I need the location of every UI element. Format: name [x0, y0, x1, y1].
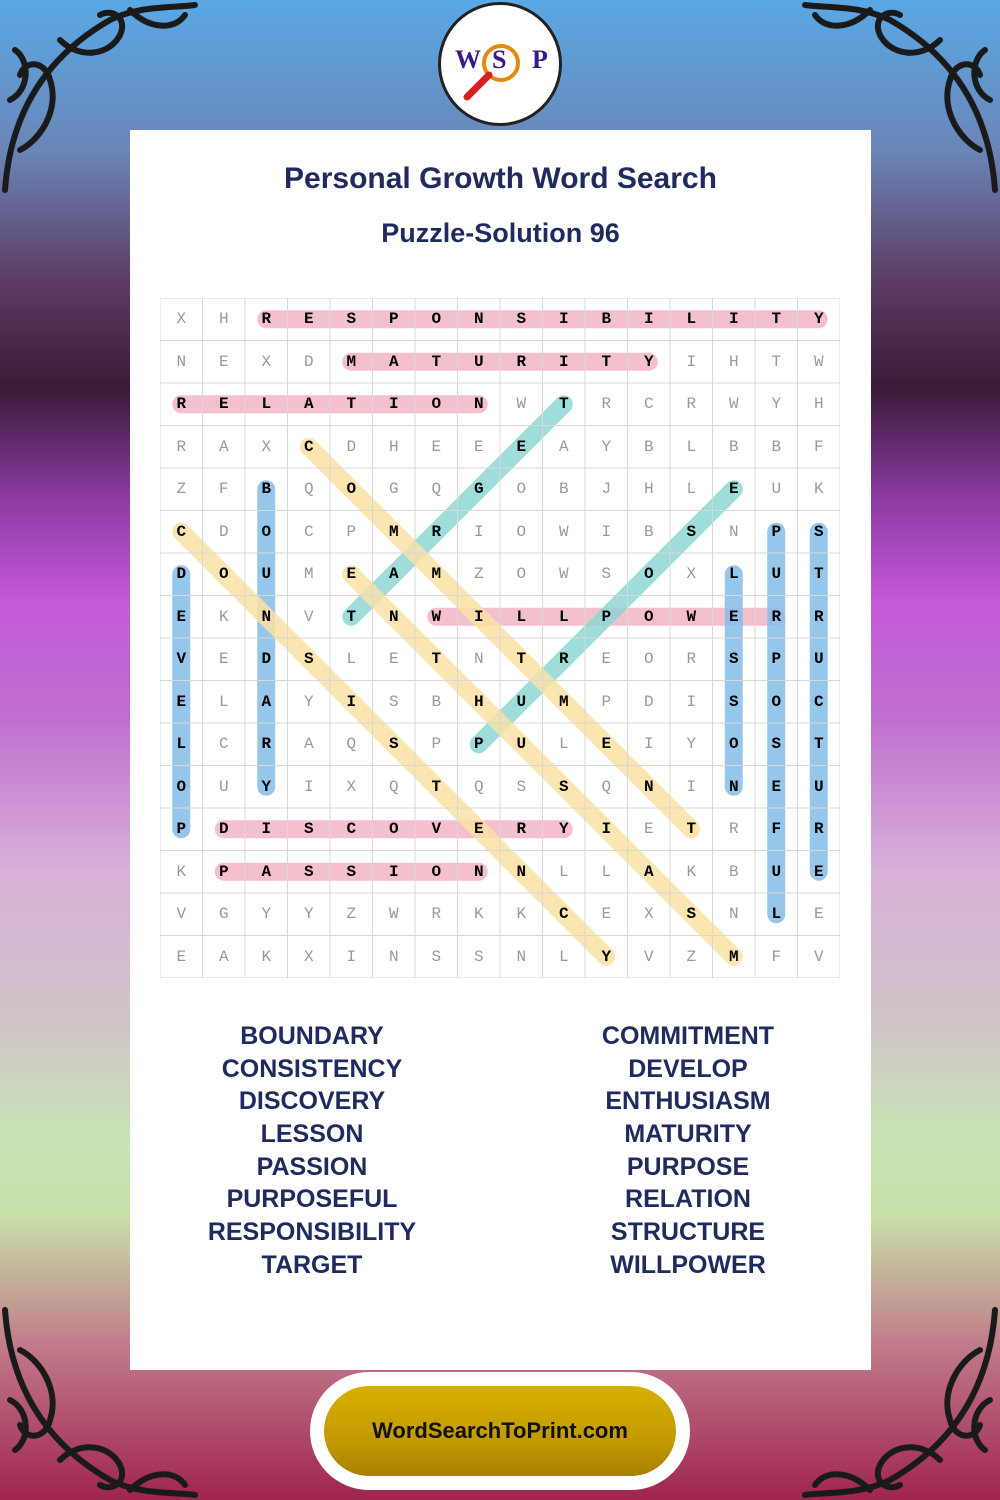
grid-cell[interactable]: C — [643, 395, 654, 414]
grid-cell[interactable]: R — [261, 735, 272, 754]
grid-cell[interactable]: R — [558, 650, 569, 669]
grid-cell[interactable]: S — [558, 777, 569, 796]
grid-cell[interactable]: A — [218, 947, 229, 966]
grid-cell[interactable]: I — [388, 862, 399, 881]
grid-cell[interactable]: E — [388, 650, 399, 669]
letter-grid — [160, 298, 840, 978]
grid-cell[interactable]: Q — [601, 777, 612, 796]
grid-cell[interactable]: K — [261, 947, 272, 966]
grid-cell[interactable]: L — [686, 480, 697, 499]
grid-cell[interactable]: W — [558, 565, 569, 584]
grid-cell[interactable]: P — [431, 735, 442, 754]
grid-cell[interactable]: K — [686, 862, 697, 881]
grid-cell[interactable]: S — [431, 947, 442, 966]
grid-cell[interactable]: Y — [601, 947, 612, 966]
puzzle-panel — [130, 130, 871, 1370]
grid-cell[interactable]: Y — [303, 905, 314, 924]
grid-cell[interactable]: P — [601, 692, 612, 711]
grid-cell[interactable]: Z — [176, 480, 187, 499]
grid-cell[interactable]: R — [261, 310, 272, 329]
grid-cell[interactable]: A — [388, 565, 399, 584]
grid-cell[interactable]: S — [601, 565, 612, 584]
page-subtitle: Puzzle-Solution 96 — [381, 218, 620, 248]
grid-cell[interactable]: R — [728, 820, 739, 839]
logo-letter-p: P — [532, 45, 548, 74]
grid-cell[interactable]: N — [728, 522, 739, 541]
grid-cell[interactable]: L — [601, 862, 612, 881]
grid-cell[interactable]: W — [516, 395, 527, 414]
grid-cell[interactable]: Y — [303, 692, 314, 711]
grid-cell[interactable]: O — [771, 692, 782, 711]
grid-cell[interactable]: L — [558, 947, 569, 966]
grid-cell[interactable]: L — [771, 905, 782, 924]
grid-cell[interactable]: S — [388, 735, 399, 754]
word-list-item: LESSON — [260, 1120, 364, 1149]
grid-cell[interactable]: X — [303, 947, 314, 966]
grid-cell[interactable]: W — [431, 607, 442, 626]
grid-cell[interactable]: O — [643, 565, 654, 584]
grid-cell[interactable]: P — [176, 820, 187, 839]
grid-cell[interactable]: U — [771, 480, 782, 499]
grid-cell[interactable]: D — [218, 522, 229, 541]
grid-cell[interactable]: E — [218, 650, 229, 669]
word-list-right — [538, 1020, 838, 1282]
word-list-item: DISCOVERY — [238, 1087, 386, 1116]
grid-cell[interactable]: Q — [388, 777, 399, 796]
grid-cell[interactable]: D — [176, 565, 187, 584]
grid-cell[interactable]: Y — [686, 735, 697, 754]
grid-cell[interactable]: L — [558, 607, 569, 626]
grid-cell[interactable]: C — [303, 522, 314, 541]
grid-cell[interactable]: G — [388, 480, 399, 499]
grid-cell[interactable]: U — [771, 862, 782, 881]
grid-cell[interactable]: E — [218, 352, 229, 371]
grid-cell[interactable]: Y — [643, 352, 654, 371]
grid-cell[interactable]: T — [686, 820, 697, 839]
grid-cell[interactable]: N — [473, 310, 484, 329]
word-list-item: PURPOSE — [626, 1152, 750, 1181]
grid-cell[interactable]: I — [473, 607, 484, 626]
grid-cell[interactable]: N — [176, 352, 187, 371]
grid-cell[interactable]: W — [388, 905, 399, 924]
grid-cell[interactable]: O — [261, 522, 272, 541]
grid-cell[interactable]: A — [261, 692, 272, 711]
grid-cell[interactable]: B — [643, 437, 654, 456]
grid-cell[interactable]: E — [813, 862, 824, 881]
grid-cell[interactable]: D — [261, 650, 272, 669]
grid-cell[interactable]: J — [601, 480, 612, 499]
grid-cell[interactable]: N — [643, 777, 654, 796]
grid-cell[interactable]: D — [346, 437, 357, 456]
grid-cell[interactable]: W — [813, 352, 824, 371]
grid-cell[interactable]: A — [303, 395, 314, 414]
grid-cell[interactable]: V — [643, 947, 654, 966]
grid-cell[interactable]: U — [473, 352, 484, 371]
grid-cell[interactable]: Y — [261, 905, 272, 924]
grid-cell[interactable]: U — [771, 565, 782, 584]
grid-cell[interactable]: A — [643, 862, 654, 881]
grid-cell[interactable]: R — [813, 607, 824, 626]
grid-cell[interactable]: K — [218, 607, 229, 626]
grid-cell[interactable]: M — [303, 565, 314, 584]
grid-cell[interactable]: S — [473, 947, 484, 966]
grid-cell[interactable]: O — [643, 607, 654, 626]
grid-cell[interactable]: R — [516, 820, 527, 839]
grid-cell[interactable]: E — [473, 820, 484, 839]
grid-cell[interactable]: N — [473, 650, 484, 669]
grid-cell[interactable]: I — [346, 692, 357, 711]
grid-cell[interactable]: E — [176, 947, 187, 966]
grid-cell[interactable]: I — [643, 735, 654, 754]
grid-cell[interactable]: B — [728, 862, 739, 881]
word-list-item: STRUCTURE — [610, 1218, 766, 1247]
grid-cell[interactable]: N — [261, 607, 272, 626]
grid-cell[interactable]: R — [771, 607, 782, 626]
grid-cell[interactable]: T — [516, 650, 527, 669]
grid-cell[interactable]: Z — [346, 905, 357, 924]
grid-cell[interactable]: H — [473, 692, 484, 711]
page-title: Personal Growth Word Search — [284, 162, 717, 195]
grid-cell[interactable]: Y — [558, 820, 569, 839]
grid-cell[interactable]: N — [728, 777, 739, 796]
grid-cell[interactable]: R — [176, 437, 187, 456]
grid-cell[interactable]: P — [771, 650, 782, 669]
grid-cell[interactable]: E — [346, 565, 357, 584]
grid-cell[interactable]: O — [728, 735, 739, 754]
grid-cell[interactable]: U — [516, 735, 527, 754]
grid-cell[interactable]: X — [261, 352, 272, 371]
grid-cell[interactable]: X — [346, 777, 357, 796]
grid-cell[interactable]: I — [388, 395, 399, 414]
grid-cell[interactable]: I — [558, 310, 569, 329]
grid-cell[interactable]: L — [218, 692, 229, 711]
grid-cell[interactable]: K — [516, 905, 527, 924]
grid-cell[interactable]: Q — [303, 480, 314, 499]
grid-cell[interactable]: P — [218, 862, 229, 881]
grid-cell[interactable]: L — [686, 437, 697, 456]
grid-cell[interactable]: O — [516, 480, 527, 499]
word-list-item: WILLPOWER — [610, 1250, 766, 1279]
grid-cell[interactable]: I — [686, 777, 697, 796]
grid-cell[interactable]: L — [686, 310, 697, 329]
grid-cell[interactable]: I — [558, 352, 569, 371]
grid-cell[interactable]: I — [728, 310, 739, 329]
grid-cell[interactable]: P — [346, 522, 357, 541]
grid-cell[interactable]: W — [558, 522, 569, 541]
grid-cell[interactable]: S — [771, 735, 782, 754]
grid-cell[interactable]: K — [176, 862, 187, 881]
word-list-item: BOUNDARY — [240, 1022, 384, 1050]
grid-cell[interactable]: I — [686, 692, 697, 711]
site-link[interactable]: WordSearchToPrint.com — [324, 1386, 676, 1476]
grid-cell[interactable]: K — [473, 905, 484, 924]
grid-cell[interactable]: A — [388, 352, 399, 371]
grid-cell[interactable]: H — [643, 480, 654, 499]
grid-cell[interactable]: G — [218, 905, 229, 924]
grid-cell[interactable]: V — [176, 650, 187, 669]
grid-cell[interactable]: L — [558, 735, 569, 754]
grid-cell[interactable]: T — [431, 777, 442, 796]
grid-cell[interactable]: X — [686, 565, 697, 584]
grid-cell[interactable]: B — [728, 437, 739, 456]
grid-cell[interactable]: I — [346, 947, 357, 966]
grid-cell[interactable]: P — [388, 310, 399, 329]
grid-cell[interactable]: S — [728, 692, 739, 711]
grid-cell[interactable]: Z — [686, 947, 697, 966]
grid-cell[interactable]: C — [346, 820, 357, 839]
grid-cell[interactable]: B — [643, 522, 654, 541]
grid-cell[interactable]: S — [303, 650, 314, 669]
grid-cell[interactable]: F — [813, 437, 824, 456]
word-list-left — [162, 1020, 462, 1282]
grid-cell[interactable]: E — [601, 905, 612, 924]
word-search-grid — [160, 298, 840, 978]
grid-cell[interactable]: A — [303, 735, 314, 754]
grid-cell[interactable]: E — [473, 437, 484, 456]
grid-cell[interactable]: L — [558, 862, 569, 881]
grid-cell[interactable]: T — [346, 607, 357, 626]
grid-cell[interactable]: S — [728, 650, 739, 669]
grid-cell[interactable]: C — [218, 735, 229, 754]
grid-cell[interactable]: X — [176, 310, 187, 329]
grid-cell[interactable]: E — [728, 607, 739, 626]
grid-cell[interactable]: G — [473, 480, 484, 499]
grid-cell[interactable]: T — [601, 352, 612, 371]
logo-letter-s: S — [492, 45, 507, 74]
grid-cell[interactable]: Y — [601, 437, 612, 456]
grid-cell[interactable]: F — [771, 947, 782, 966]
grid-cell[interactable]: W — [728, 395, 739, 414]
site-logo[interactable] — [438, 2, 562, 126]
grid-cell[interactable]: U — [813, 650, 824, 669]
grid-cell[interactable]: E — [601, 735, 612, 754]
word-list-item: PASSION — [256, 1152, 368, 1181]
grid-cell[interactable]: Y — [813, 310, 824, 329]
word-list-item: MATURITY — [624, 1120, 752, 1149]
grid-cell[interactable]: C — [176, 522, 187, 541]
grid-cell[interactable]: R — [686, 395, 697, 414]
grid-cell[interactable]: V — [176, 905, 187, 924]
grid-cell[interactable]: S — [813, 522, 824, 541]
logo-letter-w: W — [455, 45, 481, 74]
grid-cell[interactable]: I — [686, 352, 697, 371]
grid-cell[interactable]: L — [346, 650, 357, 669]
grid-cell[interactable]: T — [771, 352, 782, 371]
grid-cell[interactable]: M — [728, 947, 739, 966]
grid-cell[interactable]: L — [176, 735, 187, 754]
grid-cell[interactable]: S — [686, 522, 697, 541]
grid-cell[interactable]: C — [813, 692, 824, 711]
grid-cell[interactable]: R — [686, 650, 697, 669]
word-list-item: PURPOSEFUL — [226, 1185, 398, 1214]
grid-cell[interactable]: X — [643, 905, 654, 924]
grid-cell[interactable]: B — [601, 310, 612, 329]
grid-cell[interactable]: K — [813, 480, 824, 499]
site-link-pill[interactable] — [310, 1372, 690, 1490]
grid-cell[interactable]: E — [813, 905, 824, 924]
grid-cell[interactable]: M — [558, 692, 569, 711]
grid-cell[interactable]: N — [388, 607, 399, 626]
grid-cell[interactable]: Q — [346, 735, 357, 754]
grid-cell[interactable]: O — [218, 565, 229, 584]
grid-cell[interactable]: U — [261, 565, 272, 584]
grid-cell[interactable]: O — [346, 480, 357, 499]
grid-cell[interactable]: U — [516, 692, 527, 711]
grid-cell[interactable]: I — [643, 310, 654, 329]
grid-cell[interactable]: O — [516, 522, 527, 541]
grid-cell[interactable]: S — [303, 820, 314, 839]
grid-cell[interactable]: E — [771, 777, 782, 796]
grid-cell[interactable]: N — [388, 947, 399, 966]
grid-cell[interactable]: E — [601, 650, 612, 669]
grid-cell[interactable]: F — [218, 480, 229, 499]
grid-cell[interactable]: H — [218, 310, 229, 329]
grid-cell[interactable]: I — [303, 777, 314, 796]
grid-cell[interactable]: L — [261, 395, 272, 414]
grid-cell[interactable]: T — [771, 310, 782, 329]
grid-cell[interactable]: B — [261, 480, 272, 499]
grid-cell[interactable]: B — [771, 437, 782, 456]
grid-cell[interactable]: S — [516, 777, 527, 796]
grid-cell[interactable]: E — [643, 820, 654, 839]
grid-cell[interactable]: V — [431, 820, 442, 839]
grid-cell[interactable]: T — [431, 650, 442, 669]
grid-cell[interactable]: E — [176, 692, 187, 711]
grid-cell[interactable]: R — [601, 395, 612, 414]
grid-cell[interactable]: A — [558, 437, 569, 456]
grid-cell[interactable]: P — [473, 735, 484, 754]
grid-cell[interactable]: E — [516, 437, 527, 456]
grid-cell[interactable]: R — [176, 395, 187, 414]
grid-cell[interactable]: N — [473, 862, 484, 881]
grid-cell[interactable]: U — [218, 777, 229, 796]
grid-cell[interactable]: H — [388, 437, 399, 456]
grid-cell[interactable]: T — [558, 395, 569, 414]
grid-cell[interactable]: A — [261, 862, 272, 881]
grid-cell[interactable]: P — [771, 522, 782, 541]
grid-cell[interactable]: R — [431, 905, 442, 924]
word-list-item: COMMITMENT — [601, 1022, 775, 1050]
word-list-item: RELATION — [625, 1185, 751, 1214]
grid-cell[interactable]: W — [686, 607, 697, 626]
grid-cell[interactable]: O — [431, 310, 442, 329]
grid-cell[interactable]: T — [813, 565, 824, 584]
grid-cell[interactable]: Y — [771, 395, 782, 414]
grid-cell[interactable]: D — [303, 352, 314, 371]
grid-cell[interactable]: S — [388, 692, 399, 711]
grid-cell[interactable]: R — [516, 352, 527, 371]
grid-cell[interactable]: E — [176, 607, 187, 626]
grid-cell[interactable]: Y — [261, 777, 272, 796]
grid-cell[interactable]: O — [516, 565, 527, 584]
grid-cell[interactable]: O — [643, 650, 654, 669]
grid-cell[interactable]: O — [176, 777, 187, 796]
grid-cell[interactable]: Z — [473, 565, 484, 584]
word-list-item: DEVELOP — [628, 1054, 748, 1083]
grid-cell[interactable]: N — [728, 905, 739, 924]
grid-cell[interactable]: Q — [473, 777, 484, 796]
grid-cell[interactable]: B — [558, 480, 569, 499]
grid-cell[interactable]: I — [601, 522, 612, 541]
grid-cell[interactable]: N — [516, 947, 527, 966]
grid-cell[interactable]: L — [516, 607, 527, 626]
grid-cell[interactable]: B — [431, 692, 442, 711]
grid-cell[interactable]: C — [303, 437, 314, 456]
grid-cell[interactable]: E — [431, 437, 442, 456]
grid-cell[interactable]: Q — [431, 480, 442, 499]
grid-cell[interactable]: A — [218, 437, 229, 456]
grid-cell[interactable]: V — [303, 607, 314, 626]
grid-cell[interactable]: V — [813, 947, 824, 966]
grid-cell[interactable]: I — [473, 522, 484, 541]
grid-cell[interactable]: E — [728, 480, 739, 499]
grid-cell[interactable]: D — [643, 692, 654, 711]
grid-cell[interactable]: N — [516, 862, 527, 881]
grid-cell[interactable]: T — [813, 735, 824, 754]
grid-cell[interactable]: N — [473, 395, 484, 414]
grid-cell[interactable]: H — [813, 395, 824, 414]
grid-cell[interactable]: S — [686, 905, 697, 924]
grid-cell[interactable]: S — [346, 310, 357, 329]
grid-cell[interactable]: E — [218, 395, 229, 414]
grid-cell[interactable]: L — [728, 565, 739, 584]
grid-cell[interactable]: M — [346, 352, 357, 371]
grid-cell[interactable]: F — [771, 820, 782, 839]
grid-cell[interactable]: M — [388, 522, 399, 541]
grid-cell[interactable]: T — [431, 352, 442, 371]
grid-cell[interactable]: O — [388, 820, 399, 839]
grid-cell[interactable]: R — [431, 522, 442, 541]
grid-cell[interactable]: P — [601, 607, 612, 626]
grid-cell[interactable]: U — [813, 777, 824, 796]
grid-cell[interactable]: T — [346, 395, 357, 414]
grid-cell[interactable]: H — [728, 352, 739, 371]
word-list-item: RESPONSIBILITY — [207, 1218, 417, 1247]
grid-cell[interactable]: S — [346, 862, 357, 881]
grid-cell[interactable]: C — [558, 905, 569, 924]
word-list-item: TARGET — [261, 1250, 363, 1279]
word-list-item: ENTHUSIASM — [605, 1087, 771, 1116]
grid-cell[interactable]: I — [261, 820, 272, 839]
grid-cell[interactable]: S — [303, 862, 314, 881]
grid-cell[interactable]: E — [303, 310, 314, 329]
grid-cell[interactable]: M — [431, 565, 442, 584]
grid-cell[interactable]: S — [516, 310, 527, 329]
grid-cell[interactable]: O — [431, 395, 442, 414]
grid-cell[interactable]: R — [813, 820, 824, 839]
grid-cell[interactable]: X — [261, 437, 272, 456]
word-list-item: CONSISTENCY — [221, 1054, 403, 1083]
grid-cell[interactable]: I — [601, 820, 612, 839]
grid-cell[interactable]: D — [218, 820, 229, 839]
grid-cell[interactable]: O — [431, 862, 442, 881]
